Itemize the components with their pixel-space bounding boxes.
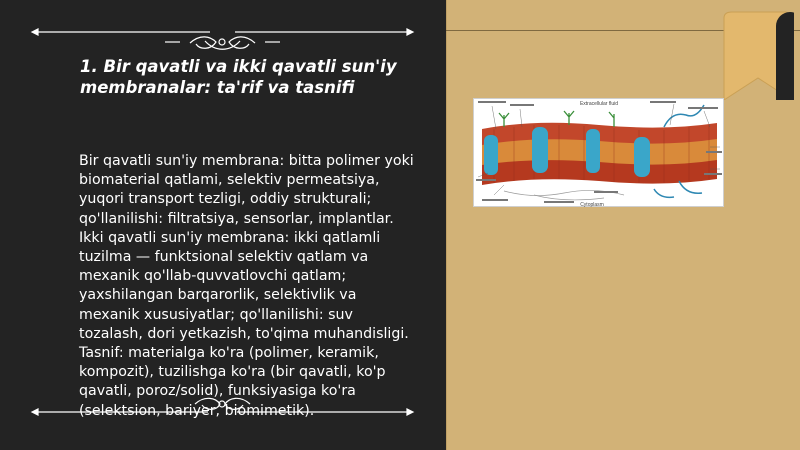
cytoplasm-label: Cytoplasm <box>580 202 604 208</box>
cell-membrane-diagram <box>474 99 725 208</box>
slide-title: 1. Bir qavatli va ikki qavatli sun'iy membranalar: ta'rif va tasnifi <box>80 57 397 97</box>
bookmark-ribbon-icon <box>720 0 794 100</box>
cell-membrane-figure <box>473 98 724 207</box>
extracellular-fluid-label: Extracellular fluid <box>579 101 619 107</box>
slide-body-text: Bir qavatli sun'iy membrana: bitta polimer yoki biomaterial qatlami, selektiv permeatsiya, yuqori transport tezligi, oddiy strukturali; qo'llanilishi: filtratsiya, sensorlar, implantlar. Ikki qavatli sun'iy membrana: ikki qatlamli tuzilma — funktsional selektiv qatlam va mexanik qo'llab-quvvatlovchi qatlam; yaxshilangan barqarorlik, selektivlik va mexanik xususiyatlar; qo'llanilishi: suv tozalash, dori yetkazish, to'qima muhandisligi. Tasnif: materialga ko'ra (polimer, keramik, kompozit), tuzilishga ko'ra (bir qavatli, ko'p qavatli, poroz/solid), funksiyasiga ko'ra (selektsion, bariyer, biomimetik). <box>79 153 414 419</box>
